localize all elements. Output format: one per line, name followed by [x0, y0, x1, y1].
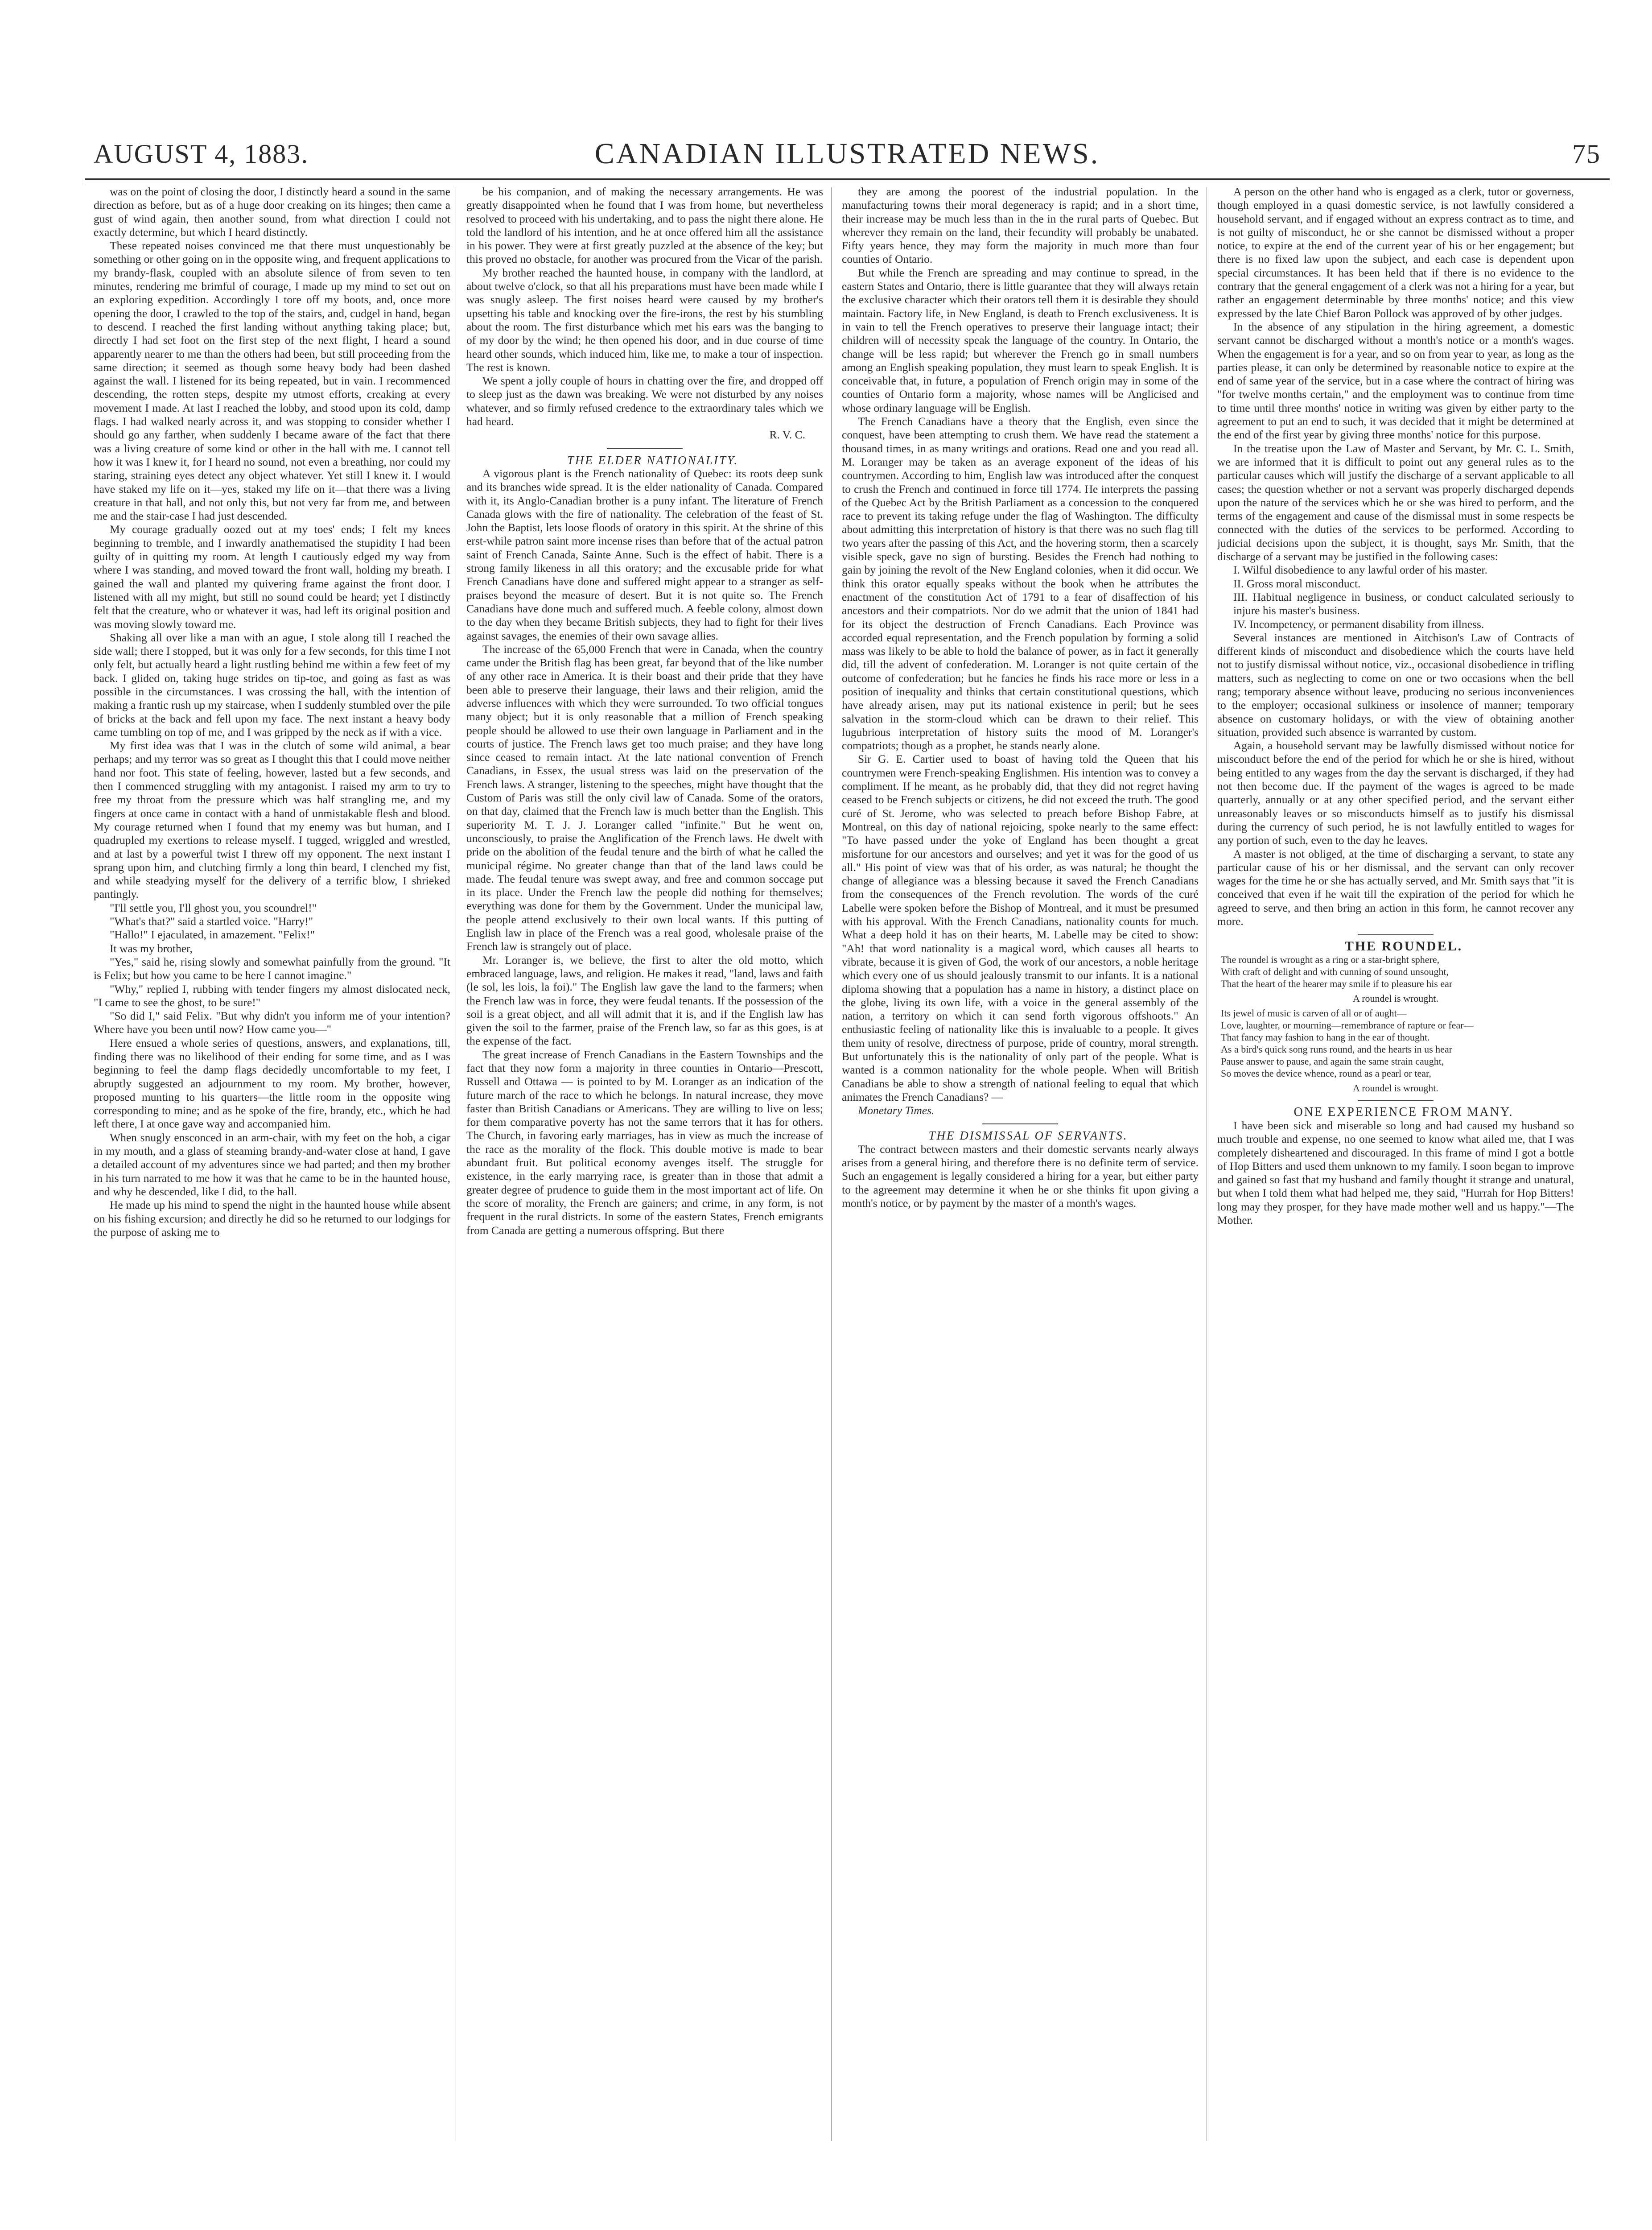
paragraph: "Why," replied I, rubbing with tender fingers my almost dislocated neck, "I came to see the ghost, to be sure!"	[94, 982, 450, 1009]
masthead-rule	[85, 178, 1610, 180]
paragraph: It was my brother,	[110, 942, 193, 955]
paragraph: Shaking all over like a man with an ague, I stole along till I reached the side wall; there I stopped, but it was only for a few seconds, for this time I not only felt, but actually heard a light rustling behind me within a few feet of my back. I glided on, taking huge strides on tip-toe, and going as fast as was possible in the circumstances. I was crossing the hall, with the intention of making a frantic rush up my staircase, when I suddenly stumbled over the pile of bricks at the back and fell upon my face. The next instant a heavy body came tumbling on top of me, and I was gripped by the neck as if with a vice.	[94, 631, 450, 739]
paragraph: He made up his mind to spend the night in the haunted house while absent on his fishing excursion; and directly he did so he returned to our lodgings for the purpose of asking me to	[94, 1198, 450, 1239]
story-signature: R. V. C.	[769, 428, 805, 442]
paragraph: A master is not obliged, at the time of discharging a servant, to state any particular cause of his or her dismissal, and the servant can only recover wages for the time he or she has actually served, and Mr. Smith says that "it is conceived that even if he wait till the expiration of the period for which he agreed to serve, and then bring an action in this form, he cannot recover any more.	[1217, 847, 1574, 928]
column-1	[94, 185, 450, 2152]
issue-date: AUGUST 4, 1883.	[94, 139, 309, 169]
poem-line: Pause answer to pause, and again the same strain caught,	[1221, 1055, 1444, 1067]
paragraph: be his companion, and of making the necessary arrangements. He was greatly disappointed when he found that I was from home, but nevertheless resolved to proceed with his undertaking, and to pass the night there alone. He told the landlord of his intention, and he at once offered him all the assistance in his power. They were at first greatly puzzled at the absence of the key; but this proved no obstacle, for another was procured from the Vicar of the parish.	[466, 185, 823, 266]
paragraph: My courage gradually oozed out at my toes' ends; I felt my knees beginning to tremble, and I inwardly anathematised the stupidity I had been guilty of in quitting my room. At length I cautiously edged my way from where I was standing, and moved toward the front wall, holding my breath. I gained the wall and planted my quivering frame against the front door. I listened with all my might, but still no sound could be heard; yet I distinctly felt that the creature, who or whatever it was, had left its original position and was moving slowly toward me.	[94, 523, 450, 631]
paragraph: The French Canadians have a theory that the English, even since the conquest, have been attempting to crush them. We have read the statement a thousand times, in as many writings and orations. Read one and you read all. M. Loranger may be taken as an average exponent of the ideas of his countrymen. According to him, English law was introduced after the conquest to crush the French and continued in force till 1774. He interprets the passing of the Quebec Act by the British Parliament as a concession to the conquered race to prevent its taking refuge under the flag of Washington. The difficulty about admitting this interpretation of history is that there was no such flag till two years after the passing of this Act, and the hovering storm, then a scarcely visible speck, gave no sign of bursting. Besides the French had nothing to gain by joining the revolt of the New England colonies, when it did occur. We think this orator equally speaks without the book when he attributes the enactment of the constitution Act of 1791 to a fear of disaffection of his ancestors and their compatriots. Nor do we admit that the union of 1841 had for its object the destruction of French Canadians. Each Province was accorded equal representation, and the French population by forming a solid mass was likely to be able to hold the balance of power, as in fact it generally did, till the advent of confederation. M. Loranger is not quite certain of the outcome of confederation; but he fancies he finds his race more or less in a position of inequality and thinks that certain constitutional questions, which have already arisen, may put its national existence in peril; but he sees salvation in the storm-cloud which can be drawn to their relief. This lugubrious interpretation of history suits the mood of M. Loranger's compatriots; though as a prophet, he stands nearly alone.	[842, 415, 1199, 752]
paragraph: was on the point of closing the door, I distinctly heard a sound in the same direction as before, but as of a huge door creaking on its hinges; then came a gust of wind again, then another sound, from what direction I could not exactly determine, but which I heard distinctly.	[94, 185, 450, 239]
poem-line: Its jewel of music is carven of all or of aught—	[1221, 1007, 1407, 1019]
paragraph: These repeated noises convinced me that there must unquestionably be something or other going on in the opposite wing, and frequent applications to my brandy-flask, coupled with an absolute silence of from seven to ten minutes, rendering me brimful of courage, I made up my mind to set out on an exploring expedition. Accordingly I tore off my boots, and, once more opening the door, I crawled to the top of the stairs, and, cudgel in hand, began to descend. I reached the first landing without anything taking place; but, directly I had set foot on the first step of the next flight, I heard a sound apparently nearer to me than the others had been, but still proceeding from the same direction; it seemed as though some heavy body had been dashed against the wall. I listened for its being repeated, but in vain. I recommenced descending, the rotten steps, despite my utmost efforts, creaking at every movement I made. At last I reached the lobby, and stood upon its cold, damp flags. I had walked nearly across it, and was stopping to consider whether I should go any farther, when suddenly I became aware of the fact that there was a living creature of some kind or other in the hall with me. I cannot tell how it was I knew it, for I heard no sound, not even a breathing, nor could my staring, straining eyes detect any object whatever. Yet still I knew it. I would have staked my life on it—yes, staked my life on it—that there was a living creature in that hall, and not only this, but not very far from me, and between me and the stair-case I had just descended.	[94, 239, 450, 523]
ghost-story-end	[466, 185, 823, 428]
article-separator	[607, 448, 683, 449]
poem-line: Love, laughter, or mourning—remembrance of rapture or fear—	[1221, 1019, 1474, 1031]
article-heading-dismissal: THE DISMISSAL OF SERVANTS.	[928, 1129, 1128, 1143]
poem-line: With craft of delight and with cunning of sound unsought,	[1221, 966, 1449, 977]
article-heading-experience: ONE EXPERIENCE FROM MANY.	[1294, 1105, 1514, 1119]
paragraph: We spent a jolly couple of hours in chatting over the fire, and dropped off to sleep just as the dawn was breaking. We were not disturbed by any noises whatever, and so firmly refused credence to the extraordinary tales which we had heard.	[466, 374, 823, 428]
paragraph: My brother reached the haunted house, in company with the landlord, at about twelve o'clock, so that all his preparations must have been made while I was snugly asleep. The first noises heard were caused by my brother's upsetting his table and knocking over the fire-irons, the rest by his stumbling about the room. The first disturbance which met his ears was the banging to of my door by the wind; he then opened his door, and in due course of time heard other sounds, which induced him, like me, to make a tour of inspection. The rest is known.	[466, 266, 823, 374]
paragraph: A vigorous plant is the French nationality of Quebec: its roots deep sunk and its branches wide spread. It is the elder nationality of Canada. Compared with it, its Anglo-Canadian brother is a puny infant. The literature of French Canada glows with the fire of nationality. The celebration of the feast of St. John the Baptist, lets loose floods of oratory in this spirit. At the shrine of this erst-while patron saint more incense rises than before that of the actual patron saint of French Canada, Sainte Anne. Such is the effect of habit. There is a strong family likeness in all this oratory; and the excusable pride for what French Canadians have done and suffered might appear to a stranger as self-praises beyond the measure of desert. But it is not quite so. The French Canadians have done much and suffered much. A feeble colony, almost down to the day when they became British subjects, they had to fight for their lives against savages, the enemies of their own savage allies.	[466, 467, 823, 642]
poem-line: The roundel is wrought as a ring or a star-bright sphere,	[1221, 954, 1440, 965]
paragraph: Sir G. E. Cartier used to boast of having told the Queen that his countrymen were French-speaking Englishmen. His intention was to convey a compliment. If he meant, as he probably did, that they did not regret having ceased to be French subjects or citizens, he did not exceed the truth. The good curé of St. Jerome, who was selected to preach before Bishop Fabre, at Montreal, on this day of national rejoicing, spoke nearly to the same effect: "To have passed under the yoke of England has been thought a great misfortune for our ancestors and ourselves; and yet it was for the good of us all." His point of view was that of his order, as was natural; he thought the change of allegiance was a blessing because it saved the French Canadians from the consequences of the French revolution. The words of the curé Labelle were spoken before the Bishop of Montreal, and it must be presumed with his approval. With the French Canadians, nationality counts for much. What a deep hold it has on their hearts, M. Labelle may be cited to show: "Ah! that word nationality is a magical word, which causes all hearts to vibrate, because it is given of God, the work of our ancestors, a noble heritage which every one of us should jealously transmit to our infants. It is a national diploma showing that a population has a name in history, a distinct place on the globe, living its own life, with a voice in the general assembly of the nation, a territory on which it can send forth vigorous offshoots." An enthusiastic feeling of nationality like this is invaluable to a people. It gives them unity of resolve, directness of purpose, pride of country, moral strength. But unfortunately this is the nationality of only part of the people. What is wanted is a common nationality for the whole people. When will British Canadians be able to show a strength of national feeling to equal that which animates the French Canadians? —	[842, 752, 1199, 1103]
masthead	[85, 127, 1610, 181]
paragraph: The increase of the 65,000 French that were in Canada, when the country came under the British flag has been great, far beyond that of the like number of any other race in America. It is their boast and their pride that they have been able to preserve their language, their laws and their religion, amid the adverse influences with which they were surrounded. To two official tongues many object; but it is only reasonable that a million of French speaking people should be allowed to use their own language in Parliament and in the courts of justice. The French laws get too much praise; and they have long since ceased to remain intact. At the late national convention of French Canadians, in Essex, the usual stress was laid on the preservation of the French laws. A stranger, listening to the speeches, might have thought that the Custom of Paris was still the only civil law of Canada. Some of the orators, on that day, claimed that the French law is much better than the English. This superiority M. T. J. J. Loranger called "infinite." But he went on, unconsciously, to praise the Anglification of the French laws. He dwelt with pride on the abolition of the feudal tenure and the birth of what he called the municipal régime. No greater change than that of the land laws could be made. The feudal tenure was swept away, and free and common soccage put in its place. Under the French law the people did nothing for themselves; everything was done for them by the Government. Under the municipal law, the people attend exclusively to their own local wants. If this putting of English law in place of the French was a real good, wholesale praise of the French law is strangely out of place.	[466, 642, 823, 953]
column-4	[1217, 185, 1574, 2152]
paragraph: In the treatise upon the Law of Master and Servant, by Mr. C. L. Smith, we are informed that it is difficult to point out any general rules as to the particular causes which will justify the discharge of a servant applicable to all cases; the question whether or not a servant was properly discharged depends upon the nature of the services which he or she was hired to perform, and the terms of the engagement and cause of the dismissal must in some respects be connected with the duties of the services to be performed. According to judicial decisions upon the subject, it is thought, says Mr. Smith, that the discharge of a servant may be justified in the following cases:	[1217, 442, 1574, 563]
paragraph: Mr. Loranger is, we believe, the first to alter the old motto, which embraced language, laws, and religion. He makes it read, "land, laws and faith (le sol, les lois, la foi)." The English law gave the land to the farmers; when the French law was in force, they were feudal tenants. If the possession of the soil is a great object, and all will admit that it is, and if the English law has given the soil to the farmer, praise of the French law, so far as this goes, is at the expense of the fact.	[466, 953, 823, 1048]
dismissal-article-continued	[1217, 185, 1574, 563]
paragraph: III. Habitual negligence in business, or conduct calculated seriously to injure his master's business.	[1233, 590, 1574, 617]
paragraph: I have been sick and miserable so long and had caused my husband so much trouble and expense, no one seemed to know what ailed me, that I was completely disheartened and discouraged. In this frame of mind I got a bottle of Hop Bitters and used them unknown to my family. I soon began to improve and gained so fast that my husband and family thought it strange and unatural, but when I told them what had helped me, they said, "Hurrah for Hop Bitters! long may they prosper, for they have made mother well and us happy."—The Mother.	[1217, 1119, 1574, 1226]
paragraph: But while the French are spreading and may continue to spread, in the eastern States and Ontario, there is little guarantee that they will always retain the exclusive character which their orators tell them it is desirable they should maintain. Factory life, in New England, is death to French exclusiveness. It is in vain to tell the French operatives to preserve their language intact; their children will of necessity speak the language of the country. In Ontario, the change will be less rapid; but wherever the French go in small numbers among an English speaking population, they must learn to speak English. It is conceivable that, in future, a population of French origin may in some of the counties of Ontario form a majority, whose names will be Anglicised and whose ordinary language will be English.	[842, 266, 1199, 414]
roundel-poem	[1217, 954, 1574, 1094]
article-separator	[1358, 934, 1434, 935]
paragraph: "So did I," said Felix. "But why didn't you inform me of your intention? Where have you been until now? How came you—"	[94, 1009, 450, 1036]
elder-nationality-article	[466, 467, 823, 1237]
ghost-story-continued	[94, 185, 450, 1239]
paragraph: "What's that?" said a startled voice. "Harry!"	[110, 915, 313, 928]
paragraph: Again, a household servant may be lawfully dismissed without notice for misconduct before the end of the period for which he or she is hired, without being entitled to any wages from the day the servant is discharged, if they had not then become due. If the payment of the wages is agreed to be made quarterly, annually or at any other specified period, and the servant either unreasonably leaves or so misconducts himself as to justify his dismissal during the currency of such period, he is not lawfully entitled to wages for any portion of such, even to the day he leaves.	[1217, 739, 1574, 847]
paragraph: A person on the other hand who is engaged as a clerk, tutor or governess, though employed in a quasi domestic service, is not lawfully considered a household servant, and if engaged without an express contract as to time, and is not guilty of misconduct, he or she cannot be dismissed without a proper notice, to expire at the end of the current year of his or her engagement; but there is no fixed law upon the subject, and each case is dependent upon special circumstances. It has been held that if there is no evidence to the contrary that the general engagement of a clerk was not a hiring for a year, but rather an engagement determinable by three months' notice; and this view expressed by the late Chief Baron Pollock was approved of by other judges.	[1217, 185, 1574, 320]
paragraph: Here ensued a whole series of questions, answers, and explanations, till, finding there was no likelihood of their ending for some time, and as I was beginning to feel the damp flags decidedly uncomfortable to my feet, I abruptly suggested an adjournment to my room. My brother, however, proposed munting to his quarters—the little room in the opposite wing corresponding to mine; and as he spoke of the fire, brandy, etc., which he had left there, I at once gave way and accompanied him.	[94, 1036, 450, 1131]
article-separator	[982, 1123, 1058, 1124]
paragraph: In the absence of any stipulation in the hiring agreement, a domestic servant cannot be discharged without a month's notice or a month's wages. When the engagement is for a year, and so on from year to year, as long as the parties please, it can only be determined by reasonable notice to expire at the end of same year of the service, but in a case where the contract of hiring was "for twelve months certain," and the employment was to continue from time to time until three months' notice in writing was given by either party to the agreement to put an end to such, it was decided that it might be determined at the end of the first year by giving three months' notice for this purpose.	[1217, 320, 1574, 442]
newspaper-title: CANADIAN ILLUSTRATED NEWS.	[594, 137, 1100, 170]
poem-line: A roundel is wrought.	[1353, 992, 1438, 1004]
poem-line: That the heart of the hearer may smile if to pleasure his ear	[1221, 978, 1453, 989]
dismissal-causes-list	[1217, 563, 1574, 631]
hop-bitters-notice	[1217, 1119, 1574, 1227]
paragraph: they are among the poorest of the industrial population. In the manufacturing towns their moral degeneracy is rapid; and in a short time, their increase may be much less than in the in the rural parts of Quebec. But wherever they remain on the land, their fecundity will probably be unabated. Fifty years hence, they may form the majority in much more than four counties of Ontario.	[842, 185, 1199, 266]
article-heading-elder-nationality: THE ELDER NATIONALITY.	[567, 453, 739, 467]
paragraph: II. Gross moral misconduct.	[1233, 577, 1361, 590]
dismissal-article-more	[1217, 631, 1574, 929]
paragraph: The contract between masters and their domestic servants nearly always arises from a general hiring, and therefore there is no definite term of service. Such an engagement is legally considered a hiring for a year, but either party to the agreement may determine it when he or she thinks fit upon giving a month's notice, or by payment by the master of a month's wages.	[842, 1142, 1199, 1210]
poem-line: That fancy may fashion to hang in the ear of thought.	[1221, 1031, 1430, 1043]
paragraph: I. Wilful disobedience to any lawful order of his master.	[1233, 563, 1487, 577]
paragraph: Several instances are mentioned in Aitchison's Law of Contracts of different kinds of misconduct and disobedience which the courts have held not to justify dismissal without notice, viz., occasional disobedience in trifling matters, such as neglecting to come on one or two occasions when the bell rang; temporary absence without leave, producing no serious inconveniences to the employer; occasional sulkiness or insolence of manner; temporary absence on customary holidays, or with the view of obtaining another situation, provided such absence is warranted by custom.	[1217, 631, 1574, 739]
poem-line: As a bird's quick song runs round, and the hearts in us hear	[1221, 1043, 1453, 1055]
paragraph: "Yes," said he, rising slowly and somewhat painfully from the ground. "It is Felix; but how you came to be here I cannot imagine."	[94, 955, 450, 982]
paragraph: When snugly ensconced in an arm-chair, with my feet on the hob, a cigar in my mouth, and a glass of steaming brandy-and-water close at hand, I gave a detailed account of my adventures since we had parted; and then my brother in his turn narrated to me how it was that he came to be in the haunted house, and why he descended, like I did, to the hall.	[94, 1131, 450, 1198]
dismissal-article	[842, 1143, 1199, 1210]
article-separator	[1358, 1100, 1434, 1101]
page-number: 75	[1572, 139, 1601, 169]
column-3	[842, 185, 1199, 2152]
paragraph: IV. Incompetency, or permanent disability from illness.	[1233, 617, 1484, 631]
paragraph: My first idea was that I was in the clutch of some wild animal, a bear perhaps; and my terror was so great as I thought this that I could move neither hand nor foot. This state of feeling, however, lasted but a few seconds, and then I commenced struggling with my antagonist. I raised my arm to try to free my throat from the pressure which was half strangling me, and my fingers at once came in contact with a hand of unmistakable flesh and blood. My courage returned when I found that my enemy was but human, and I quadrupled my exertions to release myself. I tugged, wriggled and wrestled, and at last by a powerful twist I threw off my opponent. The next instant I sprang upon him, and clutching firmly a long thin beard, I clenched my fist, and while steadying myself for the delivery of a terrific blow, I shrieked pantingly.	[94, 739, 450, 901]
poem-title: THE ROUNDEL.	[1344, 939, 1463, 954]
paragraph: The great increase of French Canadians in the Eastern Townships and the fact that they now form a majority in three counties in Ontario—Prescott, Russell and Ottawa — is pointed to by M. Loranger as an indication of the future march of the race to which he belongs. In natural increase, they move faster than British Canadians or Americans. They are willing to live on less; for them comparative poverty has not the same terrors that it has for others. The Church, in favoring early marriages, has in view as much the increase of the race as the morality of the flock. This double motive is made to bear abundant fruit. But political economy avenges itself. The struggle for existence, in the early marrying race, is greater than in those that admit a greater degree of prudence to guide them in the most important act of life. On the score of morality, the French are gainers; and crime, in any form, is not frequent in the rural districts. In some of the eastern States, French emigrants from Canada are getting a numerous offspring. But there	[466, 1048, 823, 1237]
paragraph: "Hallo!" I ejaculated, in amazement. "Felix!"	[110, 928, 315, 942]
article-source: Monetary Times.	[858, 1104, 935, 1117]
column-divider	[831, 187, 832, 2141]
elder-nationality-continued	[842, 185, 1199, 1104]
column-2	[466, 185, 823, 2152]
poem-line: So moves the device whence, round as a pearl or tear,	[1221, 1067, 1431, 1079]
paragraph: "I'll settle you, I'll ghost you, you scoundrel!"	[110, 901, 317, 914]
poem-line: A roundel is wrought.	[1353, 1082, 1438, 1094]
